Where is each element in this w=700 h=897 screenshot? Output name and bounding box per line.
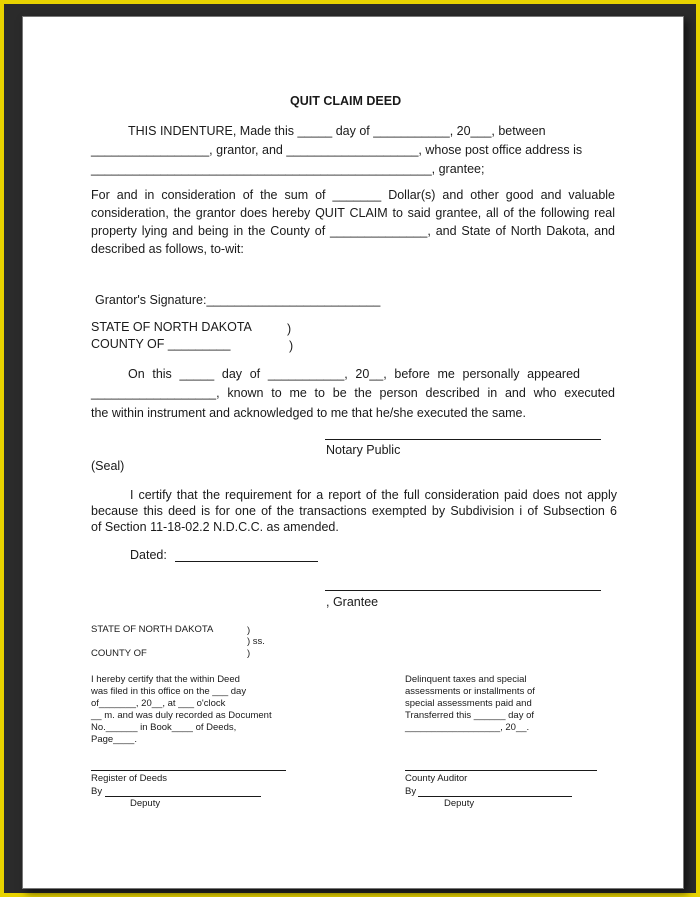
- register-signature-line: [91, 770, 286, 771]
- grantee-label: , Grantee: [326, 595, 379, 609]
- right-cert-line-1: Delinquent taxes and special: [405, 674, 527, 685]
- state-paren: ): [287, 322, 292, 336]
- notary-signature-line: [325, 439, 601, 440]
- left-cert-line-4: __ m. and was duly recorded as Document: [91, 710, 272, 721]
- by-left-line: [105, 796, 261, 797]
- consideration-line-3: property lying and being in the County of ______________, and State of North Dakota, and: [91, 224, 615, 238]
- small-state-paren: ): [247, 625, 251, 636]
- right-cert-line-4: Transferred this ______ day of: [405, 710, 535, 721]
- state-label: STATE OF NORTH DAKOTA: [91, 320, 252, 334]
- document-title: QUIT CLAIM DEED: [290, 94, 402, 108]
- dated-line: [175, 561, 318, 562]
- county-label: COUNTY OF _________: [91, 337, 231, 351]
- small-county-paren: ): [247, 648, 251, 659]
- right-cert-line-5: __________________, 20__.: [405, 722, 530, 733]
- notary-line-3: the within instrument and acknowledged to me that he/she executed the same.: [91, 406, 526, 420]
- left-cert-line-2: was filed in this office on the ___ day: [91, 686, 247, 697]
- left-cert-line-6: Page____.: [91, 734, 137, 745]
- left-cert-line-3: of_______, 20__, at ___ o'clock: [91, 698, 226, 709]
- by-left-label: By: [91, 786, 103, 797]
- consideration-line-2: consideration, the grantor does hereby QUIT CLAIM to said grantee, all of the following real: [91, 206, 615, 220]
- consideration-line-4: described as follows, to-wit:: [91, 242, 244, 256]
- dated-label: Dated:: [130, 548, 167, 562]
- deputy-left-label: Deputy: [130, 798, 161, 809]
- deputy-right-label: Deputy: [444, 798, 475, 809]
- indenture-line-3: _________________________________________________, grantee;: [91, 162, 485, 176]
- county-paren: ): [289, 339, 294, 353]
- small-ss-label: ) ss.: [247, 636, 265, 647]
- viewer-background: [4, 4, 696, 893]
- indenture-line-2: _________________, grantor, and ___________________, whose post office address is: [91, 143, 583, 157]
- small-state-label: STATE OF NORTH DAKOTA: [91, 624, 214, 635]
- by-right-label: By: [405, 786, 417, 797]
- right-cert-line-2: assessments or installments of: [405, 686, 535, 697]
- left-cert-line-1: I hereby certify that the within Deed: [91, 674, 240, 685]
- certify-line-2: because this deed is for one of the transactions exempted by Subdivision i of Subsection 6: [91, 504, 617, 518]
- certify-line-3: of Section 11-18-02.2 N.D.C.C. as amended.: [91, 520, 339, 534]
- auditor-signature-line: [405, 770, 597, 771]
- county-auditor-label: County Auditor: [405, 773, 468, 784]
- grantor-signature: Grantor's Signature:_________________________: [95, 293, 381, 307]
- certify-line-1: I certify that the requirement for a report of the full consideration paid does not apply: [130, 488, 617, 502]
- document-page: [22, 16, 684, 889]
- notary-public-label: Notary Public: [326, 443, 401, 457]
- notary-line-1: On this _____ day of ___________, 20__, before me personally appeared: [128, 367, 580, 381]
- register-of-deeds-label: Register of Deeds: [91, 773, 168, 784]
- notary-line-2: __________________, known to me to be the person described in and who executed: [91, 386, 615, 400]
- seal-label: (Seal): [91, 459, 125, 473]
- left-cert-line-5: No.______ in Book____ of Deeds,: [91, 722, 237, 733]
- small-county-label: COUNTY OF: [91, 648, 147, 659]
- grantee-signature-line: [325, 590, 601, 591]
- right-cert-line-3: special assessments paid and: [405, 698, 532, 709]
- indenture-line-1: THIS INDENTURE, Made this _____ day of ___________, 20___, between: [128, 124, 546, 138]
- consideration-line-1: For and in consideration of the sum of _______ Dollar(s) and other good and valuable: [91, 188, 615, 202]
- by-right-line: [418, 796, 572, 797]
